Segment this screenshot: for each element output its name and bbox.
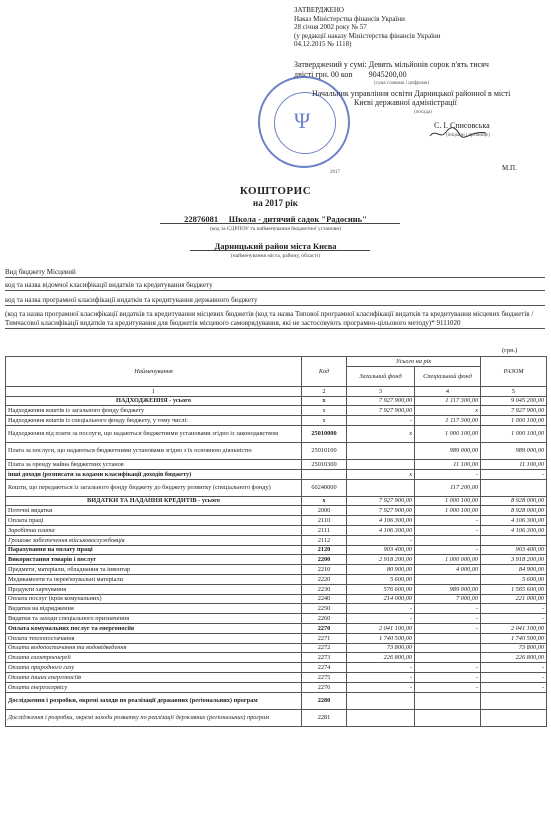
approval-block (294, 6, 544, 49)
table-row (6, 623, 547, 633)
row-code-cell: 2210 (302, 565, 347, 575)
row-general-cell: - (347, 614, 415, 624)
index-cell: 5 (481, 386, 547, 396)
divider (190, 250, 370, 251)
row-general-cell: 73 800,00 (347, 643, 415, 653)
table-row (6, 584, 547, 594)
row-code-cell: 2250 (302, 604, 347, 614)
row-total-cell: - (481, 682, 547, 692)
row-name-cell: Видатки на відрядження (6, 604, 302, 614)
col-header-special: Спеціальний фонд (415, 366, 481, 386)
table-row (6, 535, 547, 545)
table-row (6, 633, 547, 643)
row-code-cell: 2220 (302, 574, 347, 584)
table-row (6, 406, 547, 416)
row-code-cell: 2281 (302, 709, 347, 726)
row-special-cell: - (415, 663, 481, 673)
row-code-cell: х (302, 406, 347, 416)
row-code-cell: 2110 (302, 516, 347, 526)
row-name-cell: Оплата послуг (крім комунальних) (6, 594, 302, 604)
row-general-cell: - (347, 535, 415, 545)
col-header-total: Усього на рік (347, 357, 481, 367)
row-special-cell (415, 633, 481, 643)
row-total-cell: 2 041 100,00 (481, 623, 547, 633)
table-row (6, 459, 547, 469)
row-code-cell: х (302, 496, 347, 506)
row-code-cell: 25010000 (302, 425, 347, 442)
row-total-cell: 1 565 600,00 (481, 584, 547, 594)
row-special-cell: 1 117 300,00 (415, 416, 481, 426)
row-total-cell: 73 800,00 (481, 643, 547, 653)
table-row (6, 496, 547, 506)
row-general-cell: 2 918 200,00 (347, 555, 415, 565)
row-code-cell: 2274 (302, 663, 347, 673)
signer-note: (ініціали і прізвище) (446, 132, 490, 138)
row-total-cell: 4 106 300,00 (481, 525, 547, 535)
row-special-cell (415, 643, 481, 653)
approved-sum-words: Затверджений у сумі: Девять мільйонів сорок п'ять тисяч (294, 60, 489, 69)
row-general-cell: 7 927 900,00 (347, 496, 415, 506)
row-general-cell: 214 000,00 (347, 594, 415, 604)
row-name-cell: Заробітна плата (6, 525, 302, 535)
row-general-cell: 576 600,00 (347, 584, 415, 594)
row-general-cell: 1 740 500,00 (347, 633, 415, 643)
row-name-cell: Надходження коштів із спеціального фонду бюджету, у тому числі: (6, 416, 302, 426)
row-name-cell: Медикаменти та перев'язувальні матеріали (6, 574, 302, 584)
row-name-cell: Предмети, матеріали, обладнання та інвентар (6, 565, 302, 575)
row-special-cell: - (415, 672, 481, 682)
institution-name: Школа - дитячий садок "Радосинь" (228, 214, 367, 224)
table-row (6, 479, 547, 496)
table-row (6, 545, 547, 555)
row-general-cell: - (347, 604, 415, 614)
row-total-cell: - (481, 672, 547, 682)
row-special-cell: 989 000,00 (415, 584, 481, 594)
row-special-cell: 4 000,00 (415, 565, 481, 575)
row-total-cell: 1 740 500,00 (481, 633, 547, 643)
row-special-cell (415, 692, 481, 709)
col-header-sum: РАЗОМ (481, 357, 547, 387)
table-row (6, 594, 547, 604)
row-code-cell: 60240000 (302, 479, 347, 496)
row-special-cell (415, 653, 481, 663)
table-row (6, 416, 547, 426)
row-general-cell: - (347, 663, 415, 673)
row-code-cell: 2276 (302, 682, 347, 692)
row-special-cell: - (415, 469, 481, 479)
approval-date: 2017 (330, 170, 340, 175)
row-name-cell: НАДХОДЖЕННЯ - усього (6, 396, 302, 406)
row-general-cell (347, 479, 415, 496)
row-special-cell: 7 000,00 (415, 594, 481, 604)
row-general-cell: 4 106 300,00 (347, 516, 415, 526)
table-row (6, 614, 547, 624)
document-year: на 2017 рік (253, 198, 298, 208)
row-special-cell: - (415, 623, 481, 633)
table-row (6, 604, 547, 614)
local-classification: (код та назва програмної класифікації видатків та кредитування місцевих бюджетів (код та назва Типової програмної класифікації видатків та кредитування місцевих бюджетів / Тимчасової класифікації видатків та кредитування для бюджетів місцевого самоврядування, які не застосовують програмно-цільового методу)* 9111020 (5, 310, 545, 329)
row-general-cell: х (347, 469, 415, 479)
row-special-cell: - (415, 614, 481, 624)
table-row (6, 442, 547, 459)
row-special-cell: - (415, 545, 481, 555)
signature-icon (428, 126, 488, 140)
row-code-cell: 2280 (302, 692, 347, 709)
row-total-cell: 8 928 000,00 (481, 496, 547, 506)
row-name-cell: Надходження від плати за послуги, що надаються бюджетними установами згідно із законодавством (6, 425, 302, 442)
org-note: (посада) (414, 109, 432, 115)
row-total-cell: 903 400,00 (481, 545, 547, 555)
row-code-cell: 2120 (302, 545, 347, 555)
row-special-cell (415, 709, 481, 726)
row-special-cell: 1 000 100,00 (415, 496, 481, 506)
row-name-cell: Видатки та заходи спеціального призначення (6, 614, 302, 624)
row-code-cell: 25010100 (302, 442, 347, 459)
row-general-cell: 7 927 900,00 (347, 406, 415, 416)
official-stamp-icon (258, 76, 350, 168)
row-total-cell: - (481, 469, 547, 479)
table-row (6, 653, 547, 663)
row-total-cell: - (481, 614, 547, 624)
index-cell: 1 (6, 386, 302, 396)
row-special-cell: х (415, 406, 481, 416)
row-total-cell (481, 709, 547, 726)
row-total-cell (481, 479, 547, 496)
row-total-cell: 1 000 100,00 (481, 425, 547, 442)
row-code-cell: 2271 (302, 633, 347, 643)
approved-sum-digits: 9045200,00 (368, 69, 407, 79)
row-code-cell: 2000 (302, 506, 347, 516)
row-name-cell: Використання товарів і послуг (6, 555, 302, 565)
row-total-cell: - (481, 604, 547, 614)
row-total-cell: 84 900,00 (481, 565, 547, 575)
table-row (6, 565, 547, 575)
row-total-cell: - (481, 663, 547, 673)
row-general-cell: 4 106 300,00 (347, 525, 415, 535)
row-general-cell: - (347, 672, 415, 682)
row-code-cell: 2111 (302, 525, 347, 535)
approved-sum-line2 (294, 70, 544, 80)
row-total-cell: 5 600,00 (481, 574, 547, 584)
approval-line: (у редакції наказу Міністерства фінансів України (294, 31, 441, 40)
row-code-cell: 2273 (302, 653, 347, 663)
row-code-cell: 2230 (302, 584, 347, 594)
row-total-cell: 221 000,00 (481, 594, 547, 604)
row-total-cell: 11 100,00 (481, 459, 547, 469)
row-name-cell: Поточні видатки (6, 506, 302, 516)
row-name-cell: Оплата природного газу (6, 663, 302, 673)
row-special-cell: 117 200,00 (415, 479, 481, 496)
row-code-cell: 2275 (302, 672, 347, 682)
table-row (6, 672, 547, 682)
institution-code: 22876081 (184, 214, 219, 224)
location-note: (найменування міста, району, області) (230, 253, 321, 259)
row-special-cell: - (415, 682, 481, 692)
approval-line: 04.12.2015 № 1118) (294, 40, 352, 49)
mp-mark: М.П. (502, 164, 517, 172)
row-name-cell: Оплата електроенергії (6, 653, 302, 663)
table-row (6, 555, 547, 565)
row-name-cell: Кошти, що передаються із загального фонду бюджету до бюджету розвитку (спеціального фонду) (6, 479, 302, 496)
sum-note: (сума словами і цифрами) (374, 81, 430, 86)
row-name-cell: Дослідження і розробки, окремі заходи по реалізації державних (регіональних) програм (6, 692, 302, 709)
table-row (6, 525, 547, 535)
row-total-cell: 8 928 000,00 (481, 506, 547, 516)
col-header-name: Найменування (6, 357, 302, 387)
row-special-cell (415, 535, 481, 545)
row-total-cell (481, 692, 547, 709)
approval-line: 28 січня 2002 року № 57 (294, 23, 367, 32)
table-row (6, 682, 547, 692)
institution-note: (код за ЄДРПОУ та найменування бюджетної установи) (209, 226, 342, 232)
row-total-cell: 989 000,00 (481, 442, 547, 459)
row-special-cell: 1 000 000,00 (415, 555, 481, 565)
row-general-cell: х (347, 425, 415, 442)
row-total-cell (481, 535, 547, 545)
budget-table (5, 356, 547, 727)
row-special-cell: 1 117 300,00 (415, 396, 481, 406)
row-code-cell: 25010300 (302, 459, 347, 469)
row-special-cell: 11 100,00 (415, 459, 481, 469)
row-general-cell: 7 927 900,00 (347, 506, 415, 516)
budget-type: Вид бюджету Місцевий (5, 268, 545, 278)
row-special-cell: - (415, 525, 481, 535)
row-name-cell: Плата за послуги, що надаються бюджетними установами згідно з їх основною діяльністю (6, 442, 302, 459)
row-general-cell: 5 600,00 (347, 574, 415, 584)
approval-line: Наказ Міністерства фінансів України (294, 14, 405, 23)
table-row (6, 425, 547, 442)
row-name-cell: Плата за оренду майна бюджетних установ (6, 459, 302, 469)
trident-icon: Ψ (294, 108, 311, 133)
table-row (6, 692, 547, 709)
approver-org-line1: Начальник управління освіти Дарницької районної в місті (312, 88, 511, 98)
row-name-cell: Грошове забезпечення військовослужбовців (6, 535, 302, 545)
row-special-cell: 989 000,00 (415, 442, 481, 459)
row-name-cell: Оплата інших енергоносіїв (6, 672, 302, 682)
index-row (6, 386, 547, 396)
table-row (6, 506, 547, 516)
row-name-cell: Продукти харчування (6, 584, 302, 594)
row-general-cell: 226 800,00 (347, 653, 415, 663)
row-general-cell: - (347, 682, 415, 692)
currency-unit: (грн.) (502, 347, 518, 354)
row-general-cell (347, 709, 415, 726)
table-row (6, 663, 547, 673)
row-code-cell (302, 469, 347, 479)
row-special-cell (415, 574, 481, 584)
signer-name: С. І. Списовська (434, 121, 490, 130)
table-row (6, 574, 547, 584)
row-name-cell: Надходження коштів із загального фонду бюджету (6, 406, 302, 416)
row-total-cell: 4 106 300,00 (481, 516, 547, 526)
row-total-cell: 9 045 200,00 (481, 396, 547, 406)
row-code-cell: 2200 (302, 555, 347, 565)
col-header-code: Код (302, 357, 347, 387)
row-special-cell: 1 000 100,00 (415, 425, 481, 442)
row-name-cell: Дослідження і розробки, окремі заходи розвитку по реалізації державних (регіональних) програм (6, 709, 302, 726)
location-line: Дарницький район міста Києва (214, 241, 337, 251)
row-name-cell: Оплата комунальних послуг та енергоносіїв (6, 623, 302, 633)
table-body (6, 396, 547, 726)
row-general-cell (347, 442, 415, 459)
table-row (6, 516, 547, 526)
index-cell: 4 (415, 386, 481, 396)
divider (160, 223, 400, 224)
row-total-cell: 3 918 200,00 (481, 555, 547, 565)
row-total-cell: 7 927 900,00 (481, 406, 547, 416)
approval-line: ЗАТВЕРДЖЕНО (294, 6, 344, 14)
row-name-cell: Оплата праці (6, 516, 302, 526)
row-general-cell: 80 900,00 (347, 565, 415, 575)
row-code-cell: 2260 (302, 614, 347, 624)
row-name-cell: Оплата теплопостачання (6, 633, 302, 643)
row-general-cell: 2 041 100,00 (347, 623, 415, 633)
row-total-cell: 1 000 100,00 (481, 416, 547, 426)
table-row (6, 469, 547, 479)
row-name-cell: інші доходи (розписати за кодами класифікації доходів бюджету) (6, 469, 302, 479)
index-cell: 2 (302, 386, 347, 396)
row-code-cell: 2112 (302, 535, 347, 545)
table-row (6, 643, 547, 653)
table-row (6, 396, 547, 406)
row-general-cell: - (347, 416, 415, 426)
row-special-cell: - (415, 516, 481, 526)
row-name-cell: Нарахування на оплату праці (6, 545, 302, 555)
row-code-cell: 2272 (302, 643, 347, 653)
index-cell: 3 (347, 386, 415, 396)
row-general-cell (347, 459, 415, 469)
row-total-cell: 226 800,00 (481, 653, 547, 663)
row-general-cell (347, 692, 415, 709)
table-row (6, 709, 547, 726)
col-header-general: Загальний фонд (347, 366, 415, 386)
row-general-cell: 903 400,00 (347, 545, 415, 555)
program-classification: код та назва програмної класифікації видатків та кредитування державного бюджету (5, 296, 545, 306)
row-code-cell: 2240 (302, 594, 347, 604)
row-name-cell: Оплата водопостачання та водовідведення (6, 643, 302, 653)
approver-org-line2: Києві державної адміністрації (354, 98, 457, 107)
row-code-cell: х (302, 416, 347, 426)
row-name-cell: ВИДАТКИ ТА НАДАННЯ КРЕДИТІВ - усього (6, 496, 302, 506)
row-general-cell: 7 927 900,00 (347, 396, 415, 406)
row-code-cell: 2270 (302, 623, 347, 633)
dept-classification: код та назва відомчої класифікації видатків та кредитування бюджету (5, 281, 545, 291)
row-name-cell: Оплата енергосервісу (6, 682, 302, 692)
row-code-cell: х (302, 396, 347, 406)
row-special-cell: - (415, 604, 481, 614)
document-title: КОШТОРИС (239, 185, 312, 197)
row-special-cell: 1 000 100,00 (415, 506, 481, 516)
approved-sum-words2: двісті грн. 00 коп (294, 69, 353, 79)
